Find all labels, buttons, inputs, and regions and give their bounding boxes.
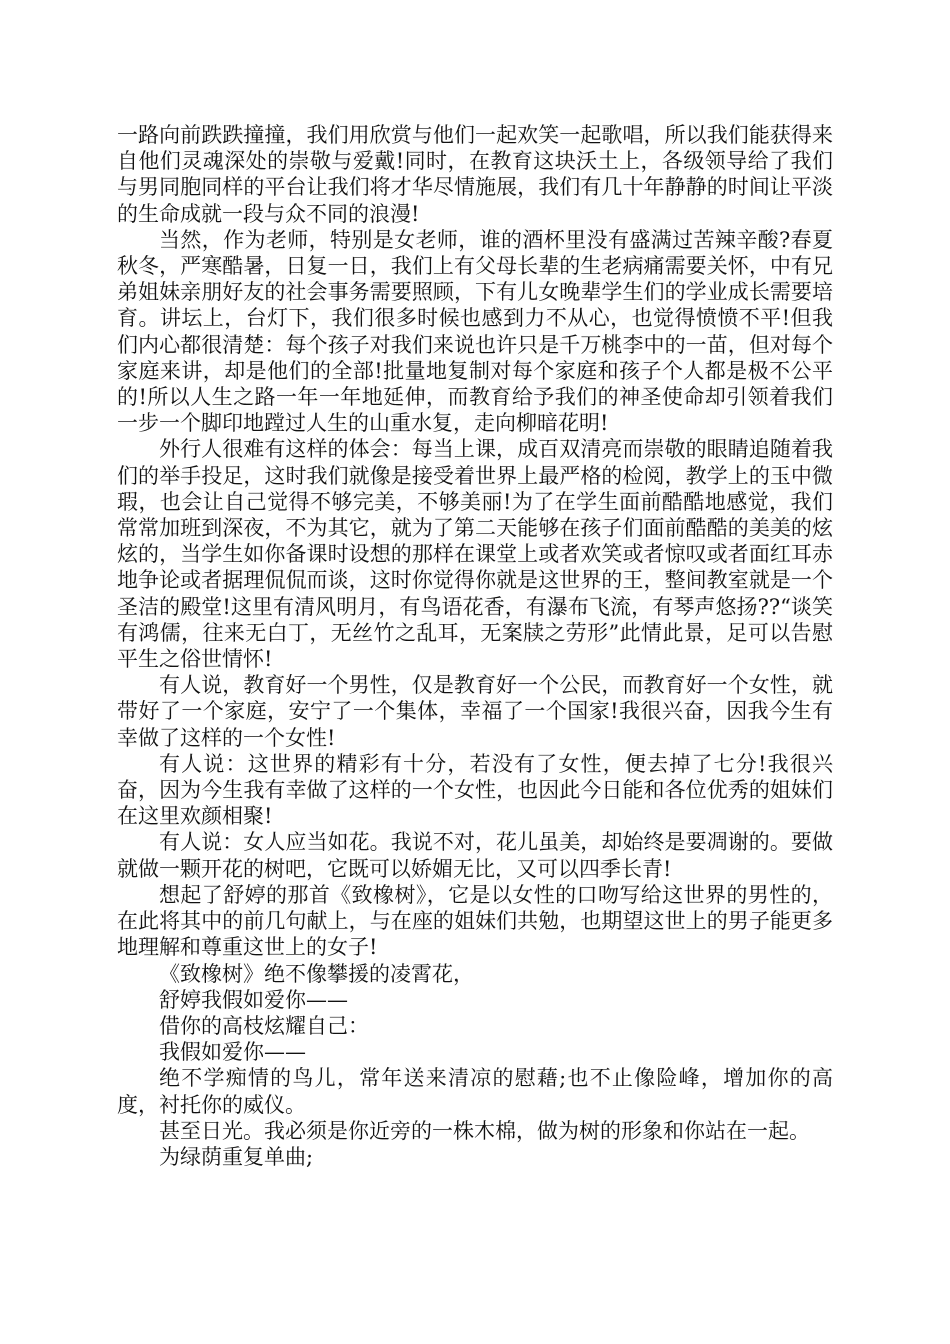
paragraph-2: 当然，作为老师，特别是女老师，谁的酒杯里没有盛满过苦辣辛酸?春夏秋冬，严寒酷暑，日复一日，我们上有父母长辈的生老病痛需要关怀，中有兄弟姐妹亲朋好友的社会事务需要照顾，下有儿女晚辈学生们的学业成长需要培育。讲坛上，台灯下，我们很多时候也感到力不从心，也觉得愤愤不平!但我们内心都很清楚：每个孩子对我们来说也许只是千万桃李中的一苗，但对每个家庭来讲，却是他们的全部!批量地复制对每个家庭和孩子个人都是极不公平的!所以人生之路一年一年地延伸，而教育给予我们的神圣使命却引领着我们一步一个脚印地蹚过人生的山重水复，走向柳暗花明! (117, 227, 833, 436)
poem-line-3: 借你的高枝炫耀自己： (159, 1013, 369, 1038)
poem-line-5: 绝不学痴情的鸟儿，常年送来清凉的慰藉;也不止像险峰，增加你的高度，衬托你的威仪。 (117, 1066, 833, 1117)
poem-line-6: 甚至日光。我必须是你近旁的一株木棉，做为树的形象和你站在一起。 (159, 1118, 810, 1143)
poem-line-7: 为绿荫重复单曲; (159, 1144, 314, 1169)
paragraph-6: 有人说：女人应当如花。我说不对，花儿虽美，却始终是要凋谢的。要做就做一颗开花的树吧，它既可以娇媚无比，又可以四季长青! (117, 830, 833, 881)
paragraph-5: 有人说：这世界的精彩有十分，若没有了女性，便去掉了七分!我很兴奋，因为今生我有幸做了这样的一个女性，也因此今日能和各位优秀的姐妹们在这里欢颜相聚! (117, 751, 833, 829)
paragraph-3: 外行人很难有这样的体会：每当上课，成百双清亮而崇敬的眼睛追随着我们的举手投足，这时我们就像是接受着世界上最严格的检阅，教学上的玉中微瑕，也会让自己觉得不够完美，不够美丽!为了在学生面前酷酷地感觉，我们常常加班到深夜，不为其它，就为了第二天能够在孩子们面前酷酷的美美的炫炫的，当学生如你备课时设想的那样在课堂上或者欢笑或者惊叹或者面红耳赤地争论或者据理侃侃而谈，这时你觉得你就是这世界的王，整间教室就是一个圣洁的殿堂!这里有清风明月，有鸟语花香，有瀑布飞流，有琴声悠扬??“谈笑有鸿儒，往来无白丁，无丝竹之乱耳，无案牍之劳形”此情此景，足可以告慰平生之俗世情怀! (117, 437, 833, 672)
poem-line-4: 我假如爱你—— (159, 1040, 306, 1065)
document-body (117, 122, 833, 1170)
paragraph-1: 一路向前跌跌撞撞，我们用欣赏与他们一起欢笑一起歌唱，所以我们能获得来自他们灵魂深处的崇敬与爱戴!同时，在教育这块沃土上，各级领导给了我们与男同胞同样的平台让我们将才华尽情施展，我们有几十年静静的时间让平淡的生命成就一段与众不同的浪漫! (117, 123, 833, 226)
poem-line-1: 《致橡树》绝不像攀援的凌霄花， (159, 961, 474, 986)
poem-line-2: 舒婷我假如爱你—— (159, 987, 348, 1012)
paragraph-7: 想起了舒婷的那首《致橡树》，它是以女性的口吻写给这世界的男性的，在此将其中的前几句献上，与在座的姐妹们共勉，也期望这世上的男子能更多地理解和尊重这世上的女子! (117, 882, 833, 960)
paragraph-4: 有人说，教育好一个男性，仅是教育好一个公民，而教育好一个女性，就带好了一个家庭，安宁了一个集体，幸福了一个国家!我很兴奋，因我今生有幸做了这样的一个女性! (117, 673, 833, 750)
